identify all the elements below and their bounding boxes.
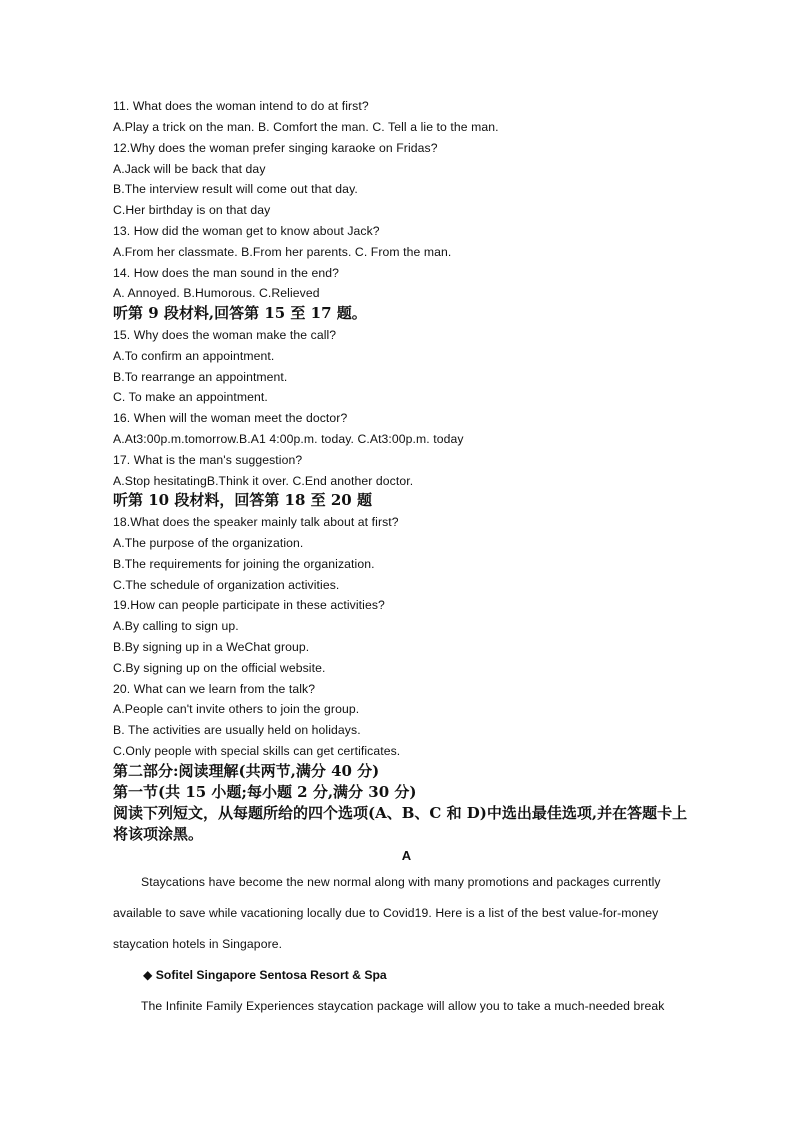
question-line: A.The purpose of the organization. bbox=[113, 536, 304, 550]
question-line: 19.How can people participate in these activities? bbox=[113, 598, 385, 612]
instructions-line-1: 阅读下列短文，从每题所给的四个选项(A、B、C 和 D)中选出最佳选项,并在答题卡上 bbox=[113, 804, 688, 822]
question-line: C.Only people with special skills can get certificates. bbox=[113, 744, 401, 758]
hotel-heading bbox=[143, 967, 387, 983]
question-line: 12.Why does the woman prefer singing karaoke on Fridas? bbox=[113, 141, 438, 155]
question-line: A.People can't invite others to join the group. bbox=[113, 702, 360, 716]
question-line: A.From her classmate. B.From her parents. C. From the man. bbox=[113, 245, 452, 259]
question-line: 17. What is the man's suggestion? bbox=[113, 453, 303, 467]
passage-line: available to save while vacationing locally due to Covid19. Here is a list of the best value-for-money bbox=[113, 906, 659, 920]
question-line: 11. What does the woman intend to do at first? bbox=[113, 99, 369, 113]
question-line: B.To rearrange an appointment. bbox=[113, 370, 288, 384]
question-line: A.At3:00p.m.tomorrow.B.A1 4:00p.m. today. C.At3:00p.m. today bbox=[113, 432, 464, 446]
diamond-bullet-icon: ◆ bbox=[143, 968, 153, 982]
passage-line: staycation hotels in Singapore. bbox=[113, 937, 283, 951]
question-line: A.To confirm an appointment. bbox=[113, 349, 275, 363]
question-line: A.By calling to sign up. bbox=[113, 619, 239, 633]
question-line: 20. What can we learn from the talk? bbox=[113, 682, 316, 696]
instructions-line-2: 将该项涂黑。 bbox=[113, 825, 204, 843]
question-line: C.The schedule of organization activities. bbox=[113, 578, 340, 592]
question-line: 16. When will the woman meet the doctor? bbox=[113, 411, 348, 425]
passage-line: Staycations have become the new normal along with many promotions and packages currently bbox=[141, 875, 661, 889]
question-line: 13. How did the woman get to know about Jack? bbox=[113, 224, 380, 238]
part-2-heading: 第二部分:阅读理解(共两节,满分 40 分) bbox=[113, 762, 380, 780]
question-line: B.The interview result will come out that day. bbox=[113, 182, 358, 196]
question-line: A. Annoyed. B.Humorous. C.Relieved bbox=[113, 286, 320, 300]
question-line: B. The activities are usually held on holidays. bbox=[113, 723, 361, 737]
question-line: C.By signing up on the official website. bbox=[113, 661, 326, 675]
section-1-heading: 第一节(共 15 小题;每小题 2 分,满分 30 分) bbox=[113, 783, 417, 801]
hotel-name: Sofitel Singapore Sentosa Resort & Spa bbox=[155, 968, 387, 982]
question-line: 14. How does the man sound in the end? bbox=[113, 266, 340, 280]
question-line: A.Play a trick on the man. B. Comfort the man. C. Tell a lie to the man. bbox=[113, 120, 499, 134]
question-line: 18.What does the speaker mainly talk about at first? bbox=[113, 515, 399, 529]
section-9-heading: 听第 9 段材料,回答第 15 至 17 题。 bbox=[113, 304, 367, 322]
hotel-description: The Infinite Family Experiences staycation package will allow you to take a much-needed break bbox=[141, 999, 665, 1013]
question-line: 15. Why does the woman make the call? bbox=[113, 328, 337, 342]
question-line: A.Jack will be back that day bbox=[113, 162, 266, 176]
passage-label: A bbox=[401, 848, 412, 863]
question-line: B.The requirements for joining the organization. bbox=[113, 557, 375, 571]
question-line: C.Her birthday is on that day bbox=[113, 203, 271, 217]
question-line: B.By signing up in a WeChat group. bbox=[113, 640, 310, 654]
section-10-heading: 听第 10 段材料，回答第 18 至 20 题 bbox=[113, 491, 372, 509]
question-line: C. To make an appointment. bbox=[113, 390, 268, 404]
question-line: A.Stop hesitatingB.Think it over. C.End another doctor. bbox=[113, 474, 414, 488]
